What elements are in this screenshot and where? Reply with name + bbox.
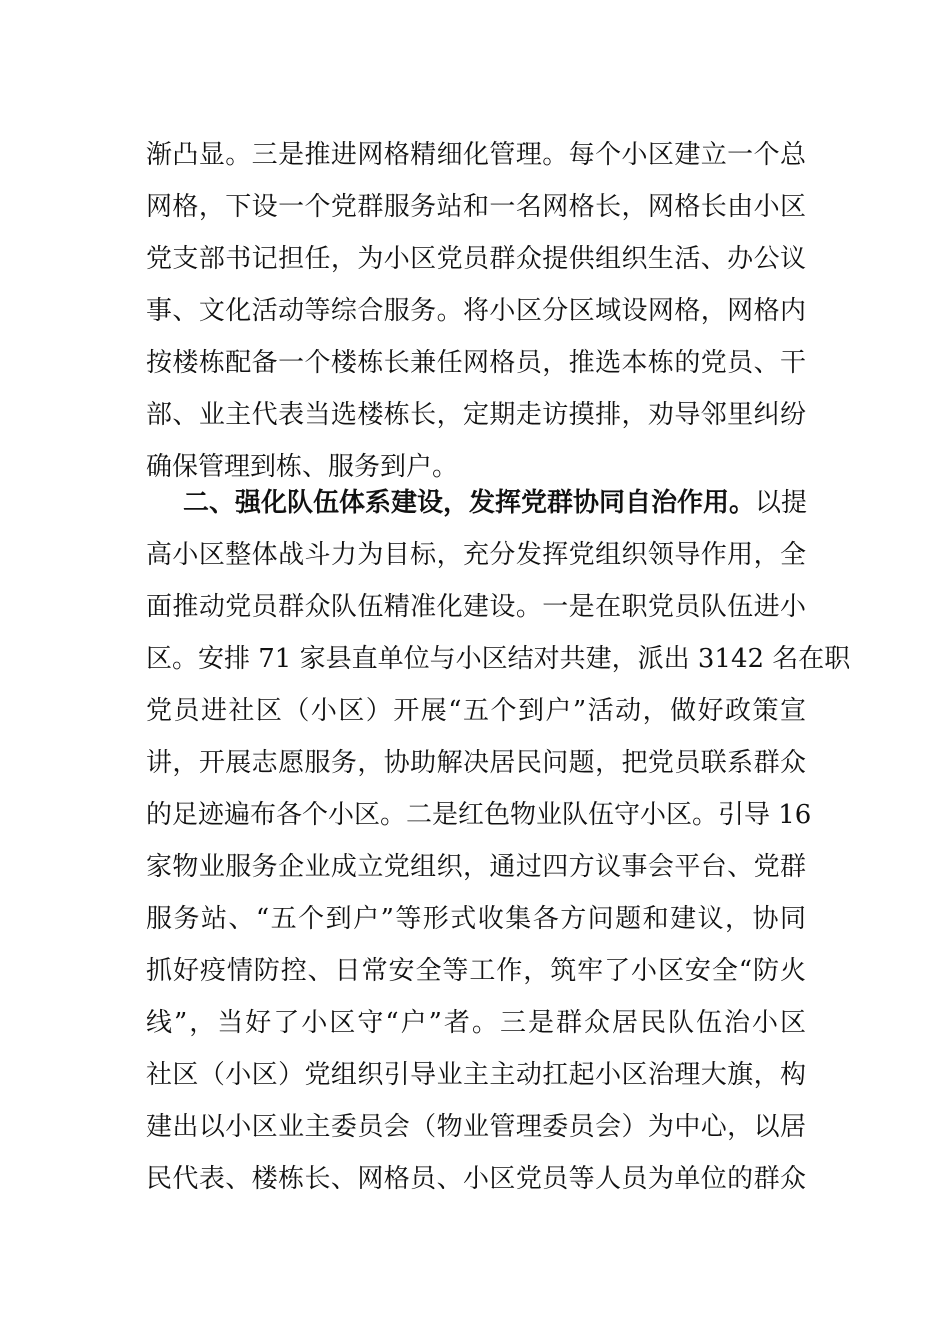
section-heading: 二、强化队伍体系建设，发挥党群协同自治作用。 (183, 488, 756, 518)
paragraph-1-line: 事、文化活动等综合服务。将小区分区域设网格，网格内 (146, 296, 806, 326)
paragraph-1-line: 渐凸显。三是推进网格精细化管理。每个小区建立一个总 (146, 140, 806, 170)
paragraph-2-line: 党员进社区（小区）开展“五个到户”活动，做好政策宣 (146, 696, 806, 726)
paragraph-2 (146, 477, 851, 1205)
paragraph-1-line: 按楼栋配备一个楼栋长兼任网格员，推选本栋的党员、干 (146, 348, 806, 378)
paragraph-2-first-line (146, 477, 806, 529)
paragraph-1-line: 党支部书记担任，为小区党员群众提供组织生活、办公议 (146, 244, 806, 274)
paragraph-2-line: 的足迹遍布各个小区。二是红色物业队伍守小区。引导 16 (146, 800, 812, 830)
paragraph-1 (146, 129, 806, 493)
paragraph-1-line: 网格，下设一个党群服务站和一名网格长，网格长由小区 (146, 192, 806, 222)
paragraph-2-line: 建出以小区业主委员会（物业管理委员会）为中心，以居 (146, 1112, 806, 1142)
paragraph-2-first-line-text: 以提 (755, 488, 808, 518)
paragraph-2-line: 家物业服务企业成立党组织，通过四方议事会平台、党群 (146, 852, 806, 882)
paragraph-2-line: 抓好疫情防控、日常安全等工作，筑牢了小区安全“防火 (146, 956, 806, 986)
paragraph-1-line: 部、业主代表当选楼栋长，定期走访摸排，劝导邻里纠纷 (146, 400, 806, 430)
paragraph-2-line: 社区（小区）党组织引导业主主动扛起小区治理大旗，构 (146, 1060, 806, 1090)
paragraph-2-line: 线”，当好了小区守“户”者。三是群众居民队伍治小区 (146, 1008, 806, 1038)
paragraph-1-line: 确保管理到栋、服务到户。 (146, 452, 459, 482)
paragraph-2-line: 服务站、“五个到户”等形式收集各方问题和建议，协同 (146, 904, 806, 934)
paragraph-2-line: 讲，开展志愿服务，协助解决居民问题，把党员联系群众 (146, 748, 806, 778)
paragraph-2-line: 区。安排 71 家县直单位与小区结对共建，派出 3142 名在职 (146, 644, 851, 674)
paragraph-2-line: 高小区整体战斗力为目标，充分发挥党组织领导作用，全 (146, 540, 806, 570)
paragraph-2-line: 面推动党员群众队伍精准化建设。一是在职党员队伍进小 (146, 592, 806, 622)
paragraph-2-line: 民代表、楼栋长、网格员、小区党员等人员为单位的群众 (146, 1164, 806, 1194)
